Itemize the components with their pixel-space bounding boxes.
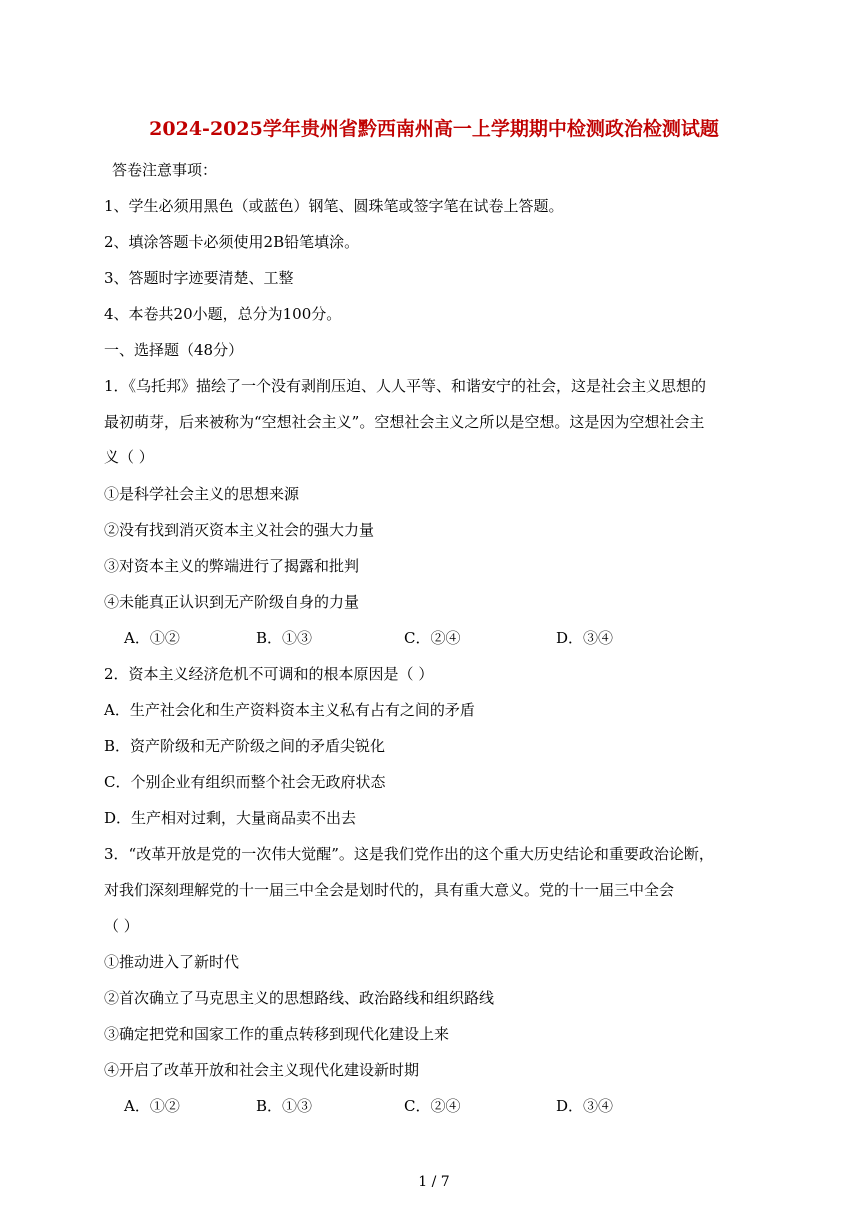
question-3-statement-2: ②首次确立了马克思主义的思想路线、政治路线和组织路线 (104, 989, 495, 1007)
question-3-stem-line-2: 对我们深刻理解党的十一届三中全会是划时代的，具有重大意义。党的十一届三中全会 (104, 881, 675, 899)
question-1-statement-4: ④未能真正认识到无产阶级自身的力量 (104, 593, 360, 611)
question-3-statement-4: ④开启了改革开放和社会主义现代化建设新时期 (104, 1061, 420, 1079)
question-3-statement-3: ③确定把党和国家工作的重点转移到现代化建设上来 (104, 1025, 450, 1043)
question-3-option-d: D．③④ (556, 1097, 614, 1115)
question-2-choice-d: D．生产相对过剩，大量商品卖不出去 (104, 809, 357, 827)
question-3-stem-line-1: 3．“改革开放是党的一次伟大觉醒”。这是我们党作出的这个重大历史结论和重要政治论断， (104, 845, 714, 863)
section-heading: 一、选择题（48分） (104, 341, 244, 359)
question-2-choice-b: B．资产阶级和无产阶级之间的矛盾尖锐化 (104, 737, 386, 755)
question-1-statement-3: ③对资本主义的弊端进行了揭露和批判 (104, 557, 360, 575)
question-3-stem-line-3: （ ） (104, 917, 139, 935)
page-number: 1 / 7 (418, 1174, 450, 1190)
question-3-option-c: C．②④ (404, 1097, 461, 1115)
question-1-option-d: D．③④ (556, 629, 614, 647)
question-1-option-c: C．②④ (404, 629, 461, 647)
question-1-stem-line-2: 最初萌芽，后来被称为“空想社会主义”。空想社会主义之所以是空想。这是因为空想社会主 (104, 413, 705, 431)
notice-heading: 答卷注意事项： (112, 161, 218, 179)
question-1-stem-line-1: 1．《乌托邦》描绘了一个没有剥削压迫、人人平等、和谐安宁的社会，这是社会主义思想的 (104, 377, 707, 395)
question-1-option-b: B．①③ (256, 629, 313, 647)
notice-item-4: 4、本卷共20小题，总分为100分。 (104, 305, 342, 323)
notice-item-3: 3、答题时字迹要清楚、工整 (104, 269, 294, 287)
question-1-statement-1: ①是科学社会主义的思想来源 (104, 485, 300, 503)
question-3-option-b: B．①③ (256, 1097, 313, 1115)
question-2-choice-a: A．生产社会化和生产资料资本主义私有占有之间的矛盾 (104, 701, 475, 719)
notice-item-2: 2、填涂答题卡必须使用2B铅笔填涂。 (104, 233, 360, 251)
question-1-stem-line-3: 义（ ） (104, 448, 154, 466)
document-title: 2024-2025学年贵州省黔西南州高一上学期期中检测政治检测试题 (149, 118, 719, 140)
question-3-option-a: A．①② (124, 1097, 180, 1115)
question-3-statement-1: ①推动进入了新时代 (104, 953, 240, 971)
question-2-choice-c: C．个别企业有组织而整个社会无政府状态 (104, 773, 386, 791)
notice-item-1: 1、学生必须用黑色（或蓝色）钢笔、圆珠笔或签字笔在试卷上答题。 (104, 197, 564, 215)
question-2-stem: 2．资本主义经济危机不可调和的根本原因是（ ） (104, 665, 434, 683)
question-1-option-a: A．①② (124, 629, 180, 647)
question-1-statement-2: ②没有找到消灭资本主义社会的强大力量 (104, 521, 375, 539)
